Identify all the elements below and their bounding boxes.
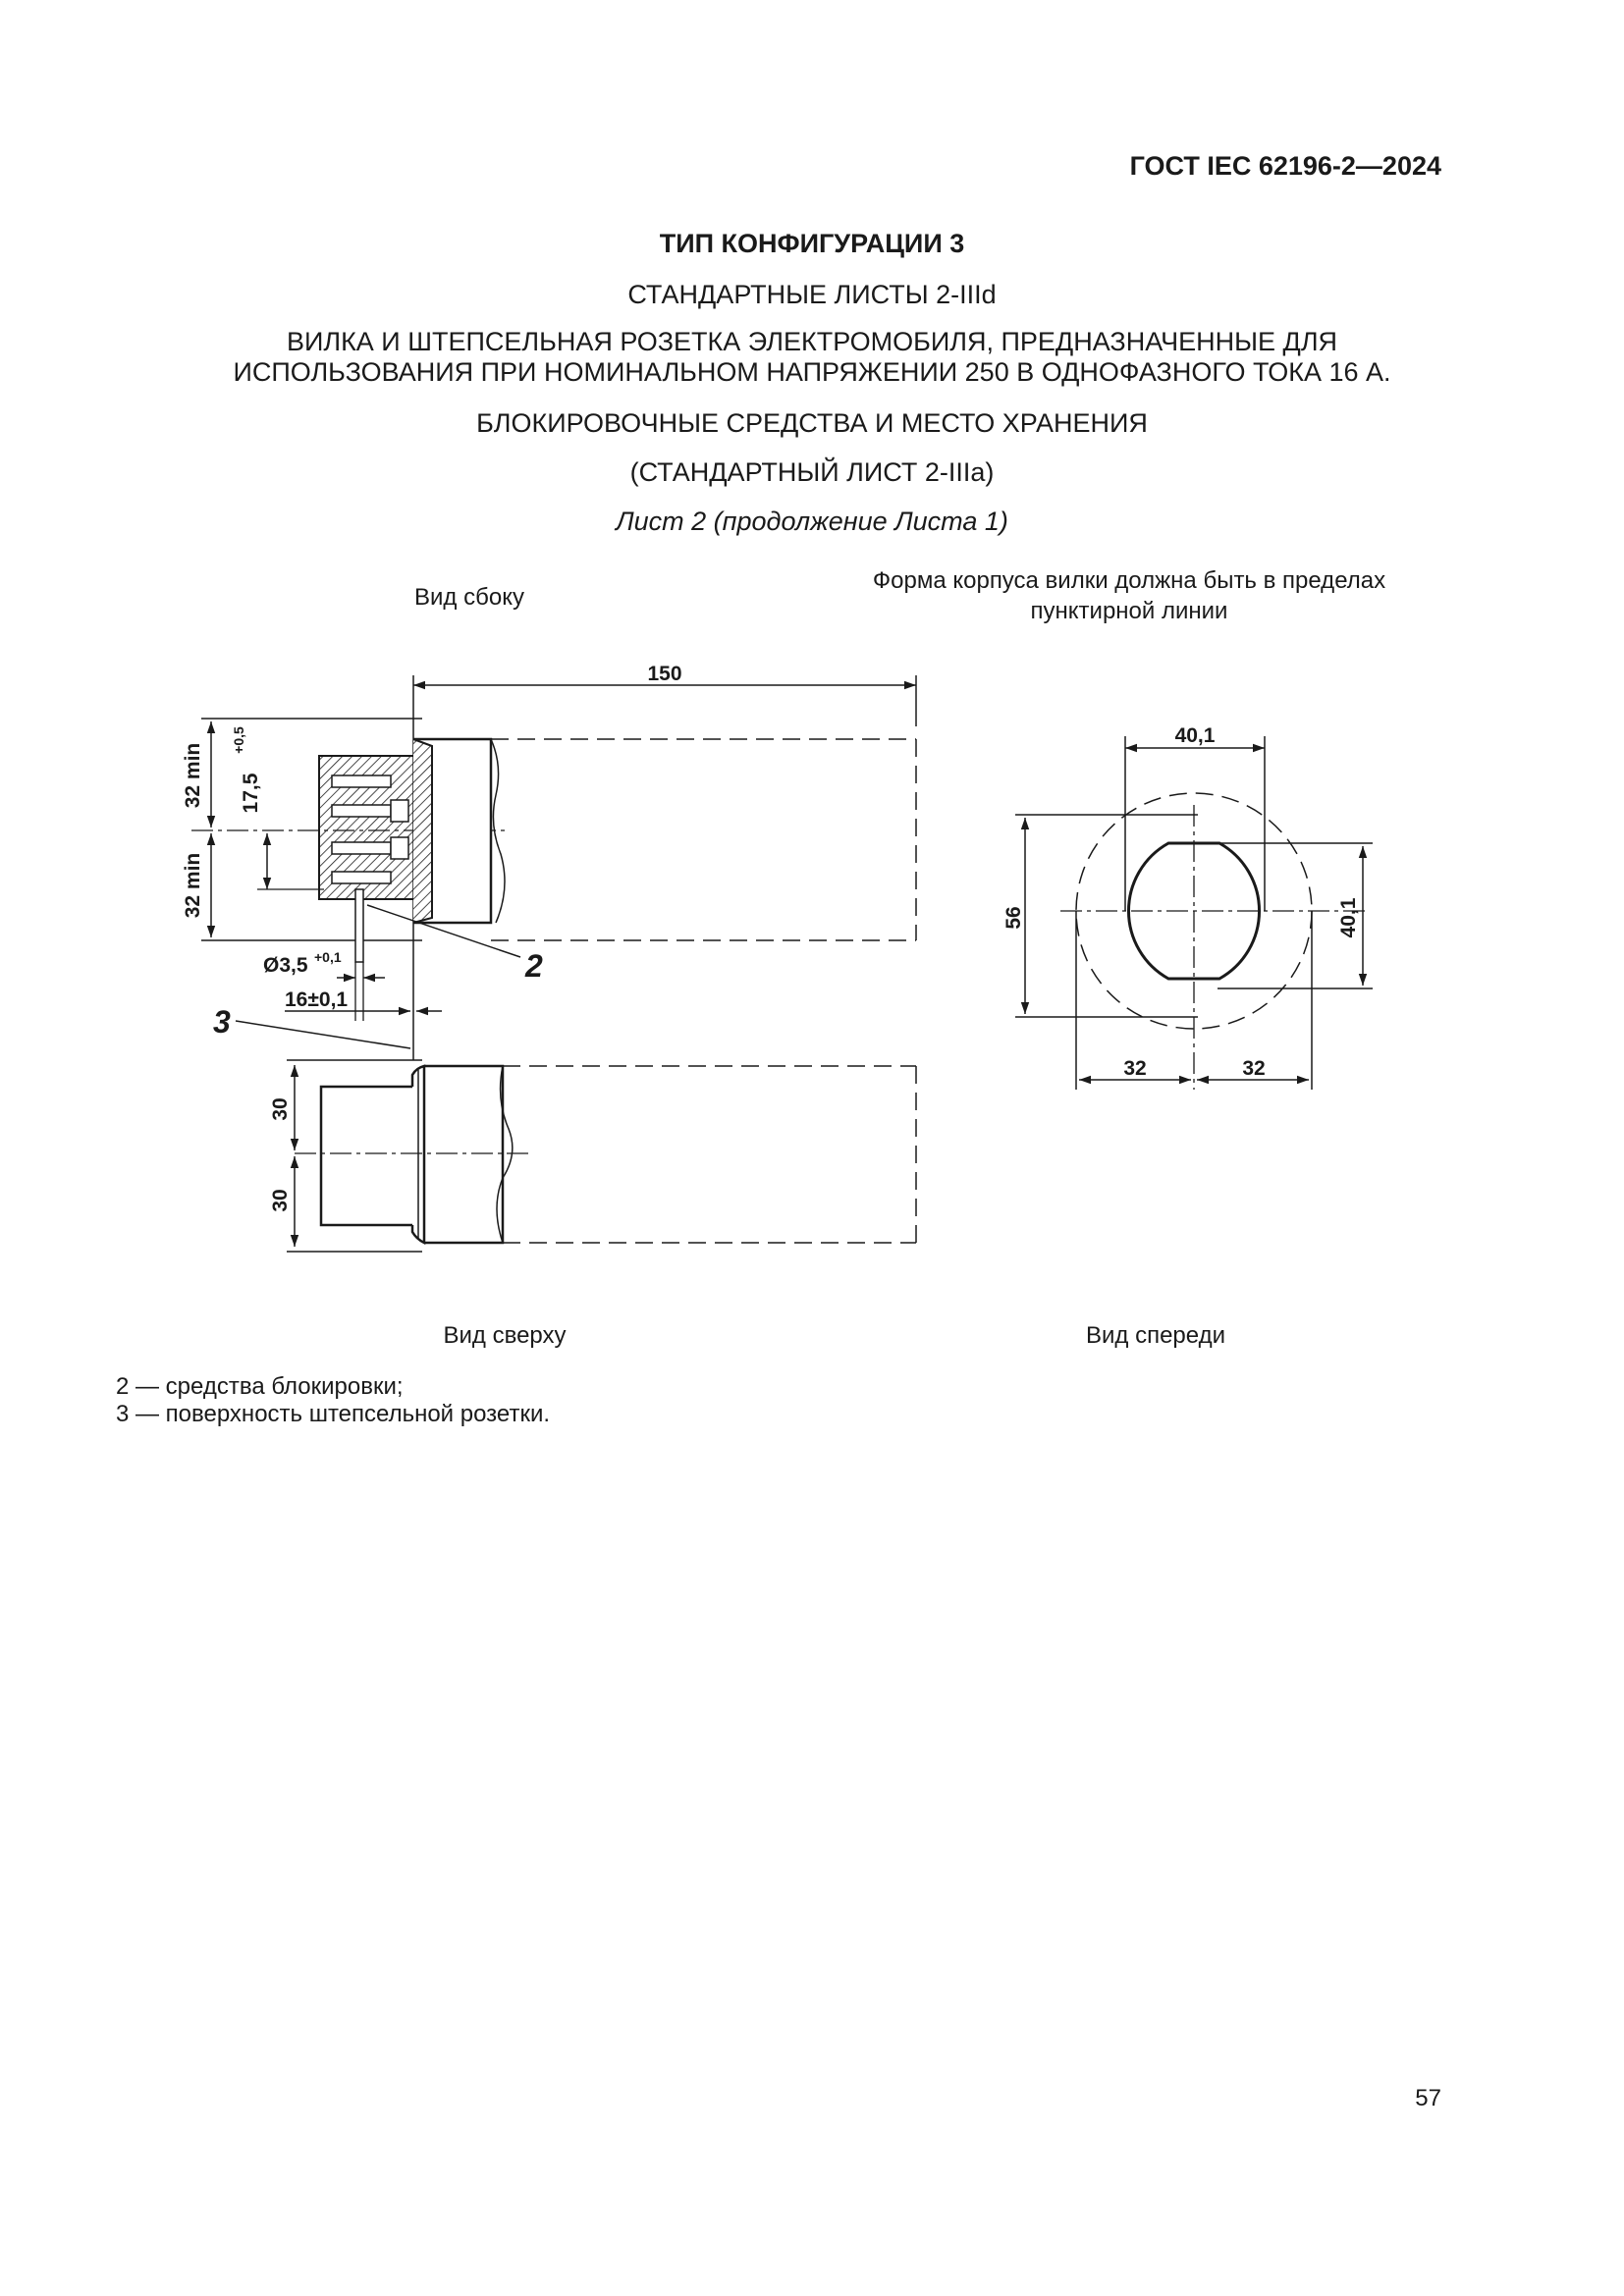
description-line-2: ИСПОЛЬЗОВАНИЯ ПРИ НОМИНАЛЬНОМ НАПРЯЖЕНИИ 250 В ОДНОФАЗНОГО ТОКА 16 А. (233, 357, 1391, 387)
dim-pin-length: 16±0,1 (285, 988, 349, 1011)
dim-top-30-upper-label: 30 (269, 1097, 292, 1121)
top-view-caption: Вид сверху (443, 1322, 567, 1349)
standard-sheets-title: СТАНДАРТНЫЕ ЛИСТЫ 2-IIId (627, 280, 997, 309)
dim-pin-diameter-tolerance: +0,1 (314, 949, 342, 965)
description-line-1: ВИЛКА И ШТЕПСЕЛЬНАЯ РОЗЕТКА ЭЛЕКТРОМОБИЛЯ, ПРЕДНАЗНАЧЕННЫЕ ДЛЯ (286, 327, 1338, 356)
shape-note-line-1: Форма корпуса вилки должна быть в пределах (872, 567, 1386, 594)
dim-front-height: 40,1 (1337, 897, 1360, 938)
sheet-reference: (СТАНДАРТНЫЙ ЛИСТ 2-IIIa) (629, 457, 995, 487)
dim-front-32-right: 32 (1242, 1057, 1266, 1080)
legend-item-2: 2 — средства блокировки; (116, 1373, 404, 1400)
ref-label-3: 3 (213, 1004, 231, 1040)
dim-top-30-lower-label: 30 (269, 1189, 292, 1212)
ref-label-2: 2 (525, 948, 543, 984)
front-view-caption: Вид спереди (1085, 1322, 1225, 1349)
dim-min-upper: 32 min (182, 742, 204, 809)
dim-front-32-left: 32 (1123, 1057, 1147, 1080)
page-number: 57 (1415, 2085, 1441, 2111)
dim-front-width: 40,1 (1174, 724, 1216, 747)
dim-offset-base: 17,5 (240, 773, 262, 814)
front-view (1015, 736, 1373, 1090)
top-view (287, 1060, 916, 1252)
dim-length-150: 150 (647, 663, 682, 685)
dim-front-56: 56 (1002, 906, 1025, 930)
sheet-note: Лист 2 (продолжение Листа 1) (616, 507, 1008, 536)
side-view-caption: Вид сбоку (414, 584, 524, 611)
dim-offset-tolerance: +0,5 (231, 726, 246, 754)
locking-title: БЛОКИРОВОЧНЫЕ СРЕДСТВА И МЕСТО ХРАНЕНИЯ (476, 408, 1148, 438)
standard-number: ГОСТ IEC 62196-2—2024 (1129, 151, 1441, 181)
shape-note-line-2: пунктирной линии (1030, 598, 1228, 624)
legend-item-3: 3 — поверхность штепсельной розетки. (116, 1401, 551, 1427)
config-type-title: ТИП КОНФИГУРАЦИИ 3 (659, 229, 965, 258)
dim-pin-diameter: Ø3,5 (263, 954, 308, 977)
dim-min-lower: 32 min (182, 852, 204, 919)
